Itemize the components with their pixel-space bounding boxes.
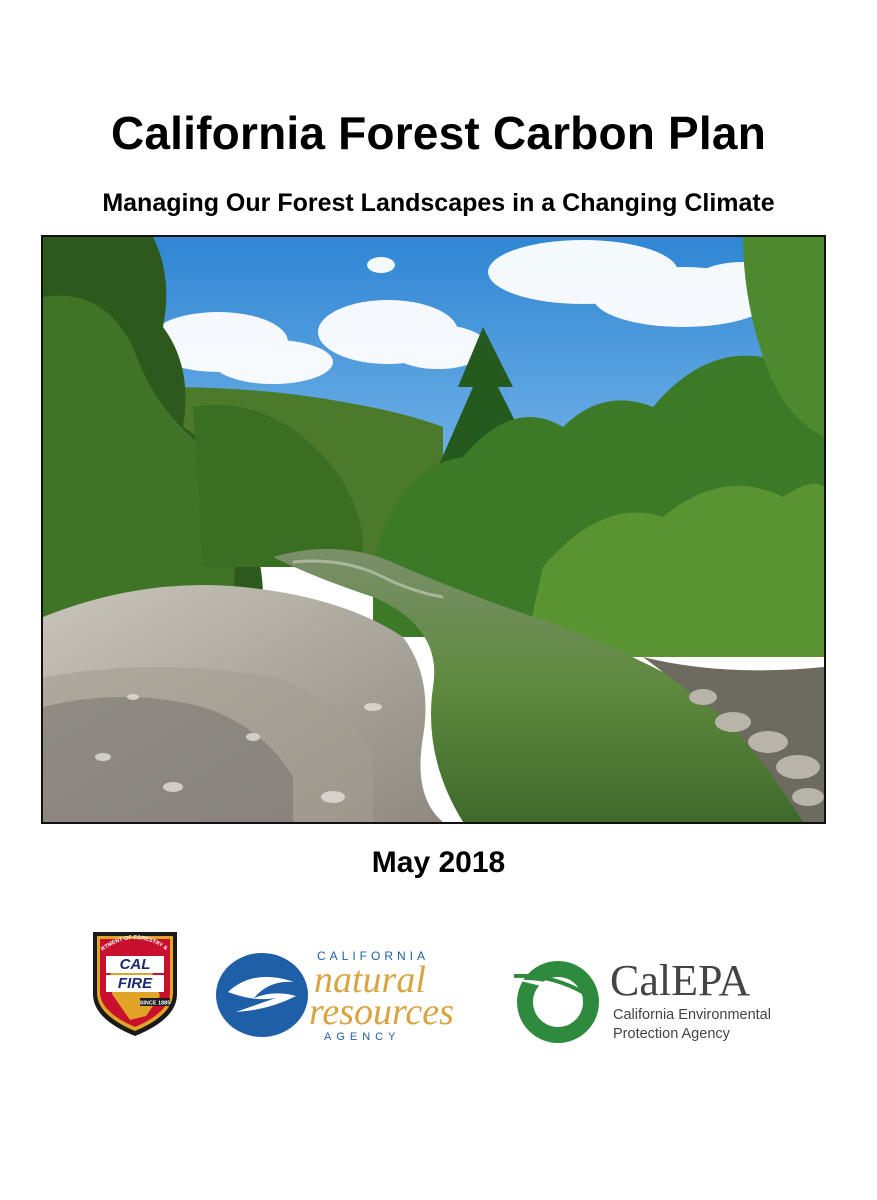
calepa-logo xyxy=(514,950,814,1050)
forest-river-photo-icon xyxy=(43,237,824,822)
calfire-arc-text: RTMENT OF FORESTRY & xyxy=(100,934,169,953)
cnra-bottom-text: AGENCY xyxy=(324,1031,401,1043)
cover-photo xyxy=(41,235,826,824)
calfire-fire-text: FIRE xyxy=(117,975,153,992)
cnra-top-text: CALIFORNIA xyxy=(317,949,430,963)
calepa-line1-text: California Environmental xyxy=(613,1007,771,1023)
cnra-logo xyxy=(214,940,504,1045)
calepa-name-text: CalEPA xyxy=(610,956,751,1005)
cnra-natural-text: natural xyxy=(314,959,426,1001)
cnra-resources-text: resources xyxy=(309,991,454,1033)
calfire-since-text: SINCE 1885 xyxy=(139,1000,171,1007)
calfire-cal-text: CAL xyxy=(119,956,151,973)
publication-date: May 2018 xyxy=(371,846,506,879)
document-subtitle: Managing Our Forest Landscapes in a Changing Climate xyxy=(102,189,775,217)
calfire-logo xyxy=(90,924,180,1038)
calepa-line2-text: Protection Agency xyxy=(613,1026,730,1042)
document-title: California Forest Carbon Plan xyxy=(110,107,766,159)
